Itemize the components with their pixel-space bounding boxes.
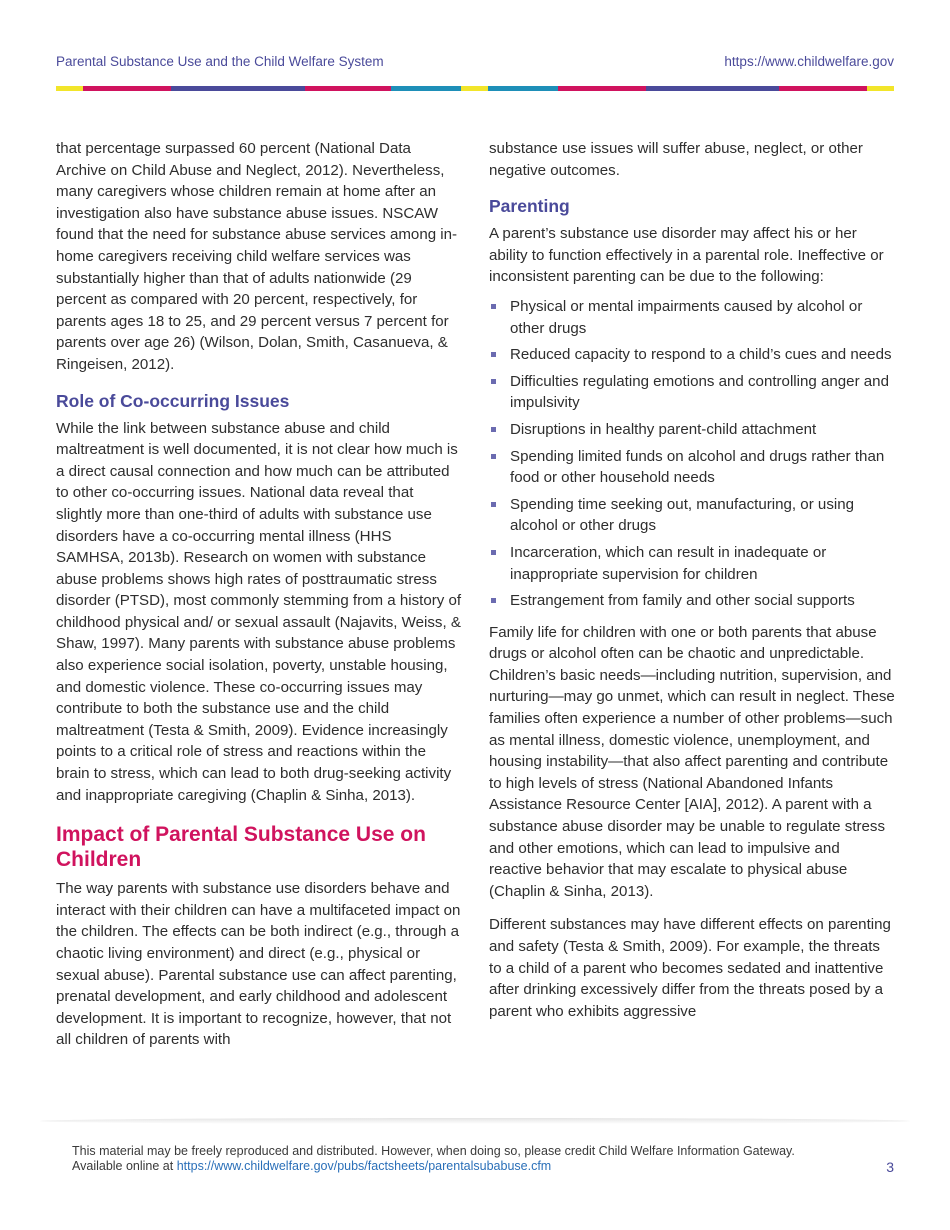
page-footer — [72, 1144, 872, 1174]
list-item — [489, 371, 895, 414]
paragraph: Family life for children with one or both parents that abuse drugs or alcohol often can be chaotic and unpredictable. Children’s basic needs—including nutrition, supervision, and nurturing—may go unmet, which can result in neglect. These families often experience a number of other problems—such as mental illness, domestic violence, unemployment, and housing instability—that also affect parenting and contribute to high levels of stress (National Abandoned Infants Assistance Resource Center [AIA], 2012). A parent with a substance abuse disorder may be unable to regulate stress and other emotions, which can lead to impulsive and reactive behavior that may escalate to physical abuse (Chaplin & Sinha, 2013). — [489, 623, 895, 900]
list-item — [489, 494, 895, 537]
bullet-square-icon — [491, 454, 496, 459]
list-item-text: Incarceration, which can result in inadequate or inappropriate supervision for children — [510, 543, 827, 583]
list-item-text: Estrangement from family and other social supports — [510, 592, 855, 610]
list-item — [489, 542, 895, 585]
bullet-list — [489, 296, 895, 612]
color-stripe — [56, 86, 894, 91]
bullet-square-icon — [491, 502, 496, 507]
footer-divider — [40, 1118, 910, 1124]
list-item-text: Disruptions in healthy parent-child attachment — [510, 420, 817, 438]
section-heading-impact: Impact of Parental Substance Use on Children — [56, 823, 426, 872]
bullet-square-icon — [491, 379, 496, 384]
footer-factsheet-link[interactable]: https://www.childwelfare.gov/pubs/factsheets/parentalsubabuse.cfm — [176, 1159, 552, 1173]
paragraph: Different substances may have different effects on parenting and safety (Testa & Smith, 2009). For example, the threats to a child of a parent who becomes sedated and inattentive after drinking excessively differ from the threats posed by a parent who exhibits aggressive — [489, 916, 891, 1020]
stripe-segment — [56, 86, 83, 91]
bullet-square-icon — [491, 352, 496, 357]
list-item — [489, 446, 895, 489]
section-heading-cooccurring: Role of Co-occurring Issues — [56, 390, 290, 411]
stripe-segment — [305, 86, 391, 91]
paragraph: A parent’s substance use disorder may affect his or her ability to function effectively in a parental role. Ineffective or inconsistent parenting can be due to the following: — [489, 225, 884, 286]
stripe-segment — [461, 86, 489, 91]
stripe-segment — [171, 86, 306, 91]
paragraph: substance use issues will suffer abuse, neglect, or other negative outcomes. — [489, 140, 863, 179]
left-column — [56, 138, 462, 1051]
section-heading-parenting: Parenting — [489, 196, 570, 217]
header-url-link[interactable]: https://www.childwelfare.gov — [724, 54, 894, 69]
paragraph: that percentage surpassed 60 percent (National Data Archive on Child Abuse and Neglect, 2012). Nevertheless, many caregivers whose children remain at home after an investigation also have substance abuse issues. NSCAW found that the need for substance abuse services among in-home caregivers receiving child welfare services was substantially higher than that of adults nationwide (29 percent as compared with 20 percent, respectively, for parents ages 18 to 25, and 29 percent versus 7 percent for parents over age 26) (Wilson, Dolan, Smith, Casanueva, & Ringeisen, 2012). — [56, 140, 458, 373]
footer-available-label: Available online at — [72, 1159, 177, 1173]
header-title: Parental Substance Use and the Child Welfare System — [56, 54, 384, 69]
page-number: 3 — [886, 1159, 894, 1175]
paragraph: The way parents with substance use disorders behave and interact with their children can have a multifaceted impact on the children. The effects can be both indirect (e.g., through a chaotic living environment) and direct (e.g., physical or sexual abuse). Parental substance use can affect parenting, prenatal development, and early childhood and adolescent development. It is important to recognize, however, that not all children of parents with — [56, 880, 461, 1049]
stripe-segment — [558, 86, 646, 91]
footer-availability — [72, 1159, 872, 1174]
stripe-segment — [488, 86, 558, 91]
bullet-square-icon — [491, 550, 496, 555]
list-item — [489, 344, 895, 366]
list-item-text: Difficulties regulating emotions and controlling anger and impulsivity — [510, 372, 889, 412]
bullet-square-icon — [491, 598, 496, 603]
footer-credit-text: This material may be freely reproduced and distributed. However, when doing so, please credit Child Welfare Information Gateway. — [72, 1144, 795, 1158]
stripe-segment — [83, 86, 171, 91]
stripe-segment — [867, 86, 894, 91]
bullet-square-icon — [491, 304, 496, 309]
right-column — [489, 138, 895, 1022]
list-item-text: Spending limited funds on alcohol and drugs rather than food or other household needs — [510, 447, 885, 487]
list-item — [489, 419, 895, 441]
list-item-text: Spending time seeking out, manufacturing, or using alcohol or other drugs — [510, 495, 855, 535]
page-header — [56, 54, 894, 74]
list-item — [489, 296, 895, 339]
list-item-text: Physical or mental impairments caused by alcohol or other drugs — [510, 297, 863, 337]
paragraph: While the link between substance abuse and child maltreatment is well documented, it is not clear how much is a direct causal connection and how much can be attributed to other co-occurring issues. National data reveal that slightly more than one-third of adults with substance use disorders have a co-occurring mental illness (HHS SAMHSA, 2013b). Research on women with substance abuse problems shows high rates of posttraumatic stress disorder (PTSD), most commonly stemming from a history of childhood physical and/ or sexual assault (Najavits, Weiss, & Shaw, 1997). Many parents with substance abuse problems also experience social isolation, poverty, unstable housing, and domestic violence. These co-occurring issues may contribute to both the substance use and the child maltreatment (Testa & Smith, 2009). Evidence increasingly points to a critical role of stress and reactions within the brain to stress, which can lead to both drug-seeking activity and inappropriate caregiving (Chaplin & Sinha, 2013). — [56, 419, 462, 804]
stripe-segment — [646, 86, 780, 91]
list-item-text: Reduced capacity to respond to a child’s cues and needs — [510, 346, 892, 364]
bullet-square-icon — [491, 427, 496, 432]
stripe-segment — [779, 86, 867, 91]
stripe-segment — [391, 86, 461, 91]
list-item — [489, 590, 895, 612]
